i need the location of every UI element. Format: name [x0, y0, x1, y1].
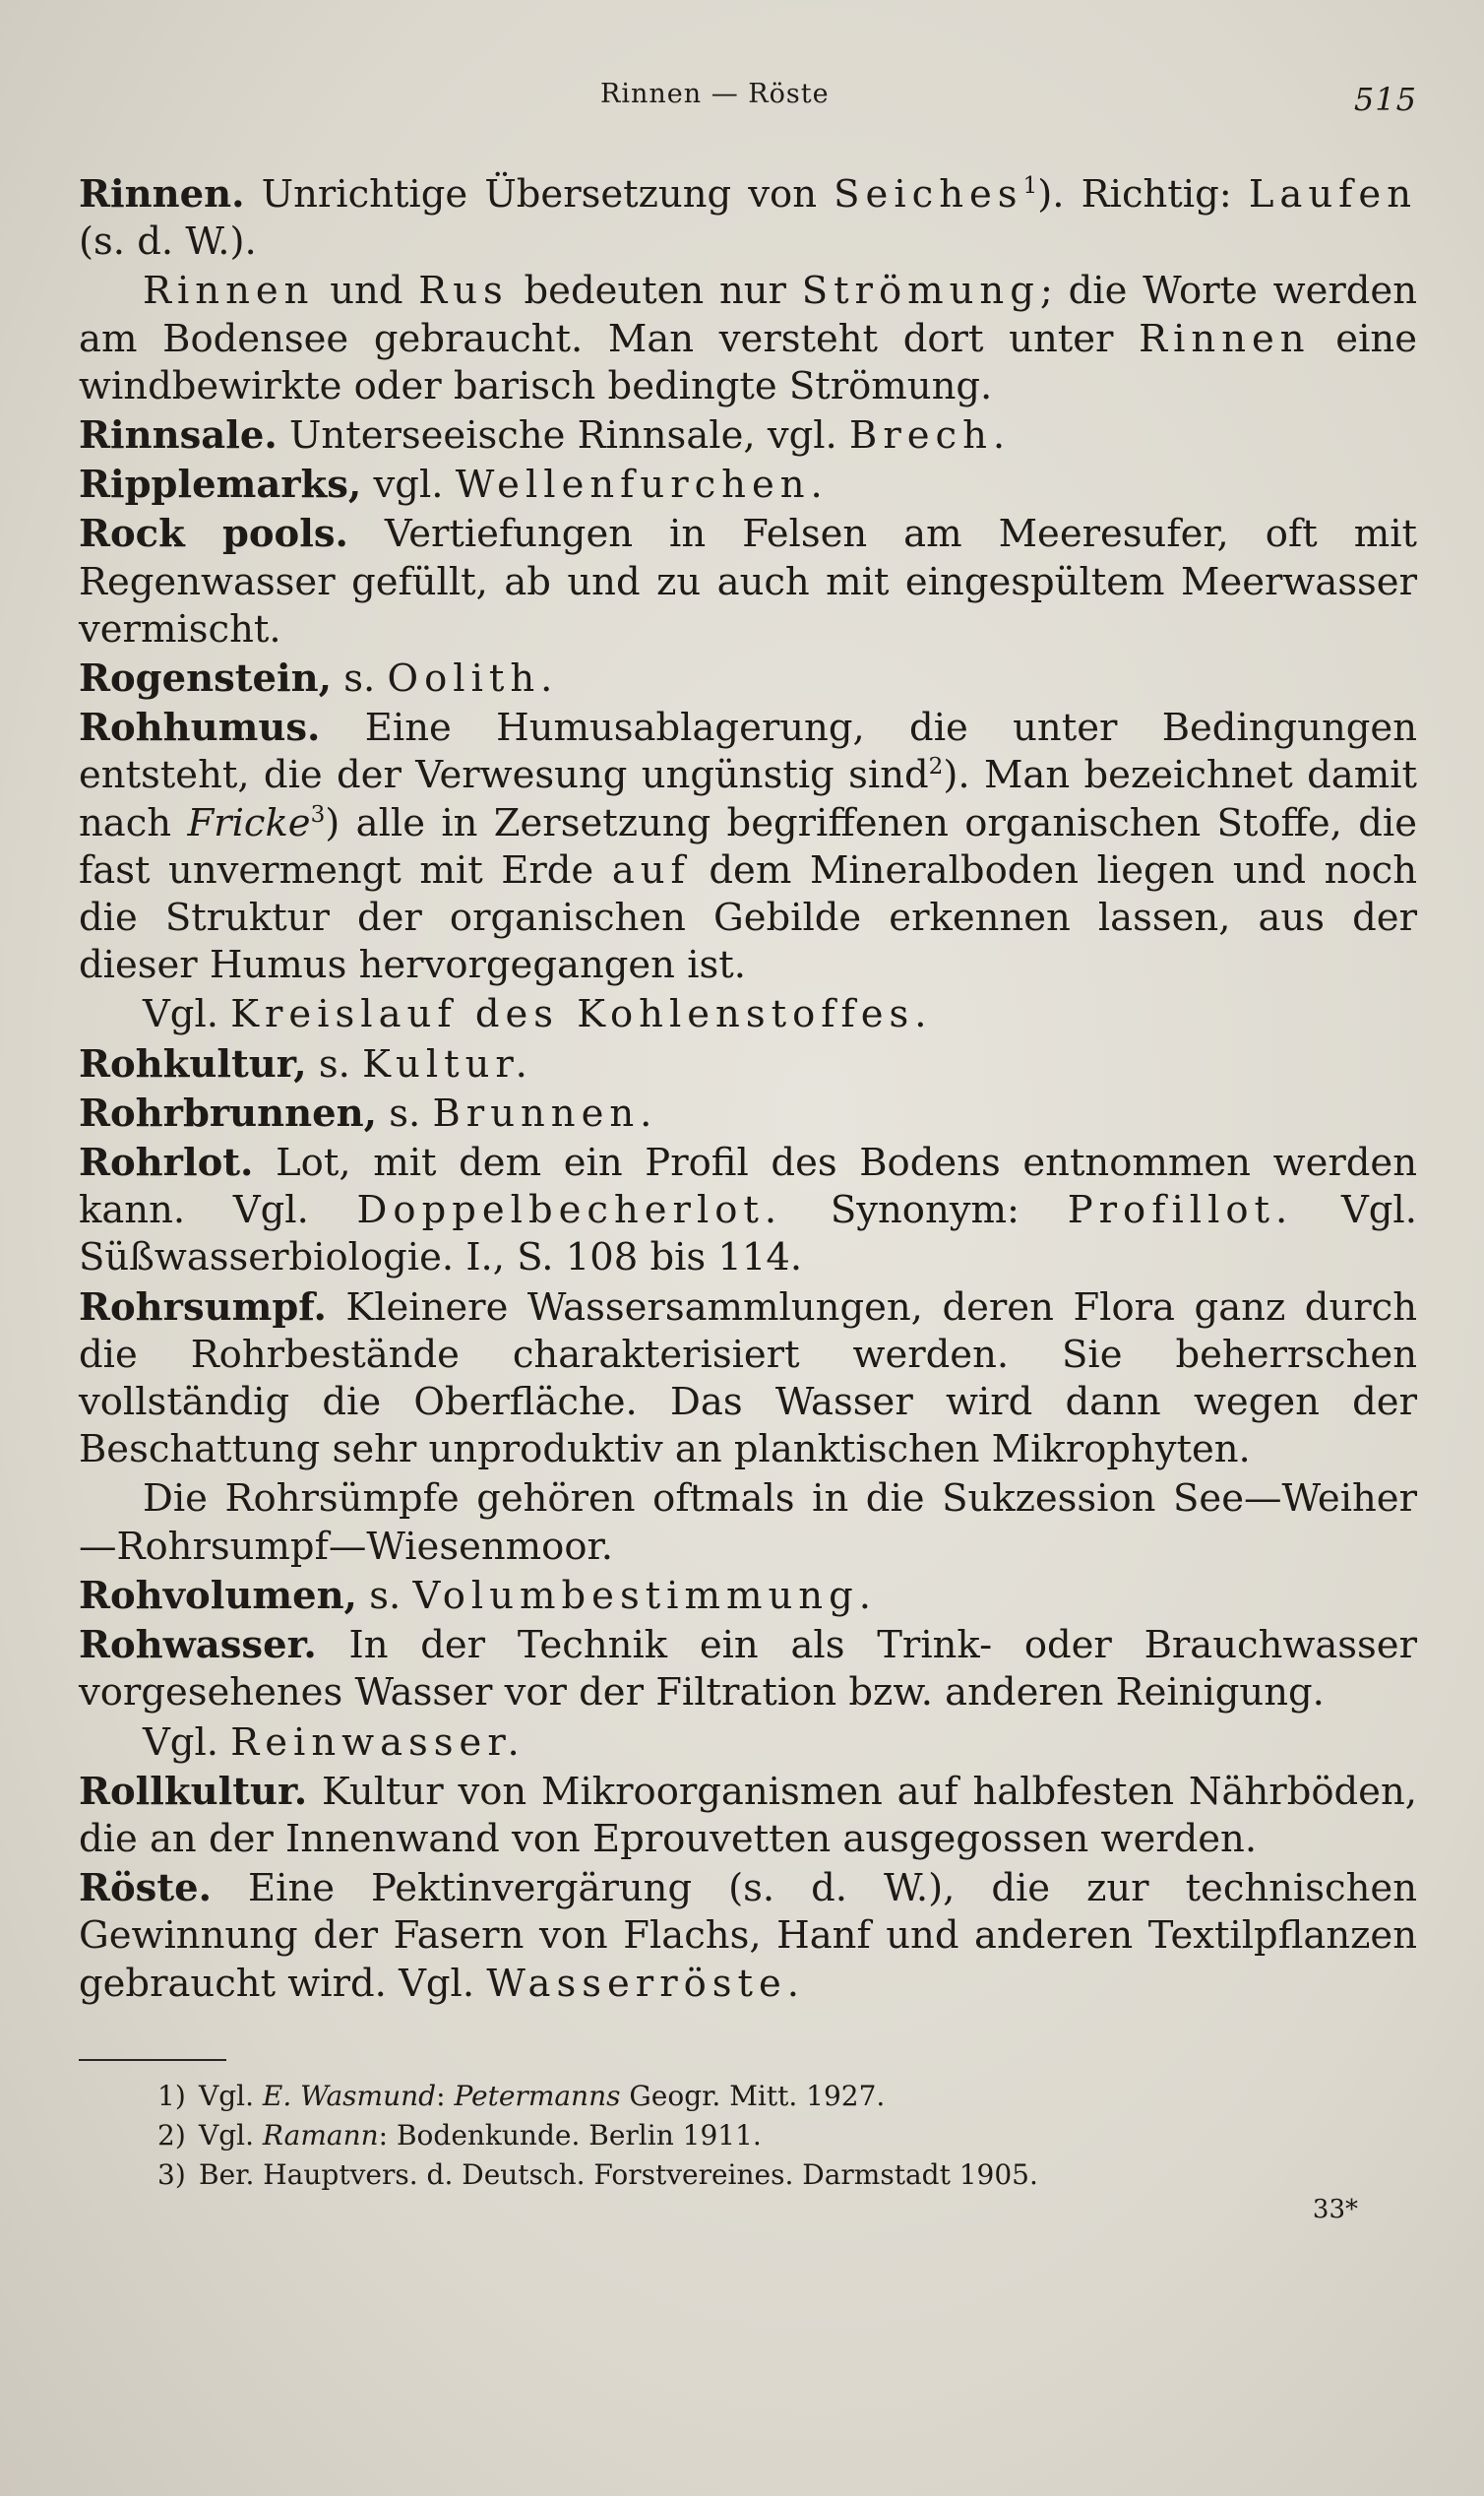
spaced-term: Rinnen: [143, 269, 315, 314]
entry-text: s.: [377, 1091, 433, 1136]
entry-text: eine windbewirkte oder barisch bedingte Strömung.: [79, 316, 1417, 408]
signature-mark: 33*: [1312, 2194, 1358, 2224]
entry-headword: Rohrsumpf.: [79, 1284, 327, 1330]
entry-text: Ber. Hauptvers. d. Deutsch. Forstvereines. Darmstadt 1905.: [199, 2157, 1038, 2191]
entry-headword: Ripplemarks,: [79, 463, 362, 508]
spaced-term: Kreislauf des Kohlenstoffes.: [230, 992, 933, 1037]
entry-text: :: [436, 2079, 455, 2112]
entry-text: : Bodenkunde. Berlin 1911.: [378, 2118, 762, 2152]
entry-text: Die Rohrsümpfe gehören oftmals in die Sukzession See—Weiher—Rohrsumpf—Wiesenmoor.: [79, 1476, 1417, 1569]
entry-rohhumus-2: [79, 991, 1417, 1038]
entry-text: Eine Pektinvergärung (s. d. W.), die zur technischen Gewinnung der Fasern von Flachs, Hanf und anderen Textilpflanzen gebraucht wird. Vgl.: [79, 1866, 1417, 2006]
entry-rohrsumpf-2: [79, 1475, 1417, 1570]
dictionary-entries: [79, 171, 1417, 2008]
entry-headword: Rollkultur.: [79, 1769, 308, 1814]
entry-headword: Rohvolumen,: [79, 1573, 357, 1618]
entry-headword: Rohrlot.: [79, 1141, 254, 1186]
spaced-term: Wellenfurchen.: [455, 463, 829, 508]
entry-text: Vertiefungen in Felsen am Meeresufer, oft mit Regenwasser gefüllt, ab und zu auch mit eingespültem Meerwasser vermischt.: [79, 512, 1417, 652]
spaced-term: Rus: [418, 269, 509, 314]
entry-text: Vgl. Süßwasserbiologie. I., S. 108 bis 114.: [79, 1188, 1417, 1280]
entry-text: bedeuten nur: [508, 269, 802, 314]
entry-text: s.: [306, 1041, 363, 1087]
spaced-term: Brunnen.: [432, 1091, 658, 1136]
spaced-term: Brech.: [849, 413, 1012, 459]
entry-text: Vgl.: [143, 1719, 231, 1765]
entry-text: Vgl.: [199, 2118, 263, 2152]
entry-roeste: [79, 1865, 1417, 2008]
spaced-term: Volumbestimmung.: [412, 1573, 877, 1618]
spaced-term: Wasserröste.: [486, 1961, 806, 2006]
entry-text: und: [314, 269, 419, 314]
entry-headword: Rohrbrunnen,: [79, 1091, 378, 1136]
entry-rinnen-2: [79, 268, 1417, 410]
entry-headword: Rock pools.: [79, 512, 348, 557]
entry-text: vgl.: [361, 463, 456, 508]
entry-headword: Rinnen.: [79, 172, 245, 217]
entry-text: Vgl.: [199, 2079, 263, 2112]
entry-text: Kleinere Wassersammlungen, deren Flora ganz durch die Rohrbestände charakterisiert werden. Sie beherrschen vollständig die Oberfläche. Das Wasser wird dann wegen der Beschattung sehr unproduktiv an planktischen Mikrophyten.: [79, 1284, 1417, 1472]
entry-rohvolumen: [79, 1573, 1417, 1620]
italic-text: E. Wasmund: [262, 2079, 437, 2112]
entry-text: Kultur von Mikroorganismen auf halbfesten Nährböden, die an der Innenwand von Eprouvetten ausgegossen werden.: [79, 1769, 1417, 1861]
entry-text: Unterseeische Rinnsale, vgl.: [277, 413, 850, 459]
entry-text: Synonym:: [782, 1188, 1068, 1233]
spaced-term: auf: [611, 847, 691, 893]
spaced-term: Seiches: [834, 172, 1023, 217]
italic-text: Petermanns: [454, 2079, 621, 2112]
spaced-term: Reinwasser.: [230, 1719, 526, 1765]
entry-rohrsumpf: [79, 1284, 1417, 1474]
footnote-ref: 3: [310, 801, 326, 828]
spaced-term: Oolith.: [387, 656, 559, 702]
footnote-mark: 1): [157, 2079, 186, 2112]
footnote-mark: 3): [157, 2157, 186, 2191]
entry-text: s.: [356, 1573, 413, 1618]
entry-text: Vgl.: [143, 992, 231, 1037]
entry-headword: Rinnsale.: [79, 413, 278, 459]
entry-headword: Rogenstein,: [79, 656, 333, 702]
footnote-rule: [79, 2059, 226, 2061]
footnote: [79, 2077, 1417, 2116]
entry-text: s.: [332, 656, 388, 702]
entry-rollkultur: [79, 1769, 1417, 1863]
spaced-term: Kultur.: [362, 1041, 533, 1087]
entry-text: Unrichtige Übersetzung von: [244, 172, 835, 217]
entry-text: Geogr. Mitt. 1927.: [620, 2079, 886, 2112]
entry-ripplemarks: [79, 462, 1417, 509]
footnote: [79, 2116, 1417, 2155]
entry-text: ) alle in Zersetzung begriffenen organischen Stoffe, die fast unvermengt mit Erde: [79, 800, 1417, 893]
entry-rohwasser: [79, 1622, 1417, 1716]
entry-headword: Rohkultur,: [79, 1041, 307, 1087]
entry-text: (s. d. W.).: [79, 219, 257, 265]
entry-rinnsale: [79, 412, 1417, 460]
spaced-term: Strömung: [801, 269, 1040, 314]
entry-text: ). Man bezeichnet damit nach: [79, 753, 1417, 845]
entry-rock-pools: [79, 511, 1417, 654]
entry-rohrlot: [79, 1140, 1417, 1282]
spaced-term: Profillot.: [1067, 1188, 1294, 1233]
entry-rogenstein: [79, 655, 1417, 703]
spaced-term: Rinnen: [1139, 316, 1311, 361]
entry-text: dem Mineralboden liegen und noch die Struktur der organischen Gebilde erkennen lassen, aus der dieser Humus hervorgegangen ist.: [79, 847, 1417, 988]
entry-rinnen: [79, 171, 1417, 266]
footnote-mark: 2): [157, 2118, 186, 2152]
entry-headword: Rohwasser.: [79, 1623, 317, 1668]
spaced-term: Doppelbecherlot.: [356, 1188, 783, 1233]
italic-text: Fricke: [187, 800, 311, 845]
spaced-term: Laufen: [1248, 172, 1417, 217]
page-number: 515: [1353, 81, 1417, 118]
italic-text: Ramann: [262, 2118, 379, 2152]
entry-headword: Rohhumus.: [79, 706, 321, 751]
entry-rohhumus: [79, 705, 1417, 989]
entry-headword: Röste.: [79, 1866, 213, 1911]
entry-rohrbrunnen: [79, 1091, 1417, 1138]
running-head: [79, 79, 1417, 138]
footnotes: [79, 2077, 1417, 2195]
footnote-ref: 2: [928, 754, 944, 780]
entry-rohkultur: [79, 1041, 1417, 1089]
entry-text: ; die Worte werden am Bodensee gebraucht. Man versteht dort unter: [79, 269, 1418, 361]
entry-rohwasser-2: [79, 1719, 1417, 1767]
page-content: [79, 79, 1418, 2224]
running-head-title: Rinnen — Röste: [600, 79, 830, 109]
entry-text: Lot, mit dem ein Profil des Bodens entnommen werden kann. Vgl.: [79, 1141, 1417, 1233]
footnote-ref: 1: [1022, 173, 1038, 200]
entry-text: Eine Humusablagerung, die unter Bedingungen entsteht, die der Verwesung ungünstig sind: [79, 706, 1417, 798]
entry-text: ). Richtig:: [1037, 172, 1249, 217]
entry-text: In der Technik ein als Trink- oder Brauchwasser vorgesehenes Wasser vor der Filtration bzw. anderen Reinigung.: [79, 1623, 1417, 1716]
footnote: [79, 2155, 1417, 2195]
